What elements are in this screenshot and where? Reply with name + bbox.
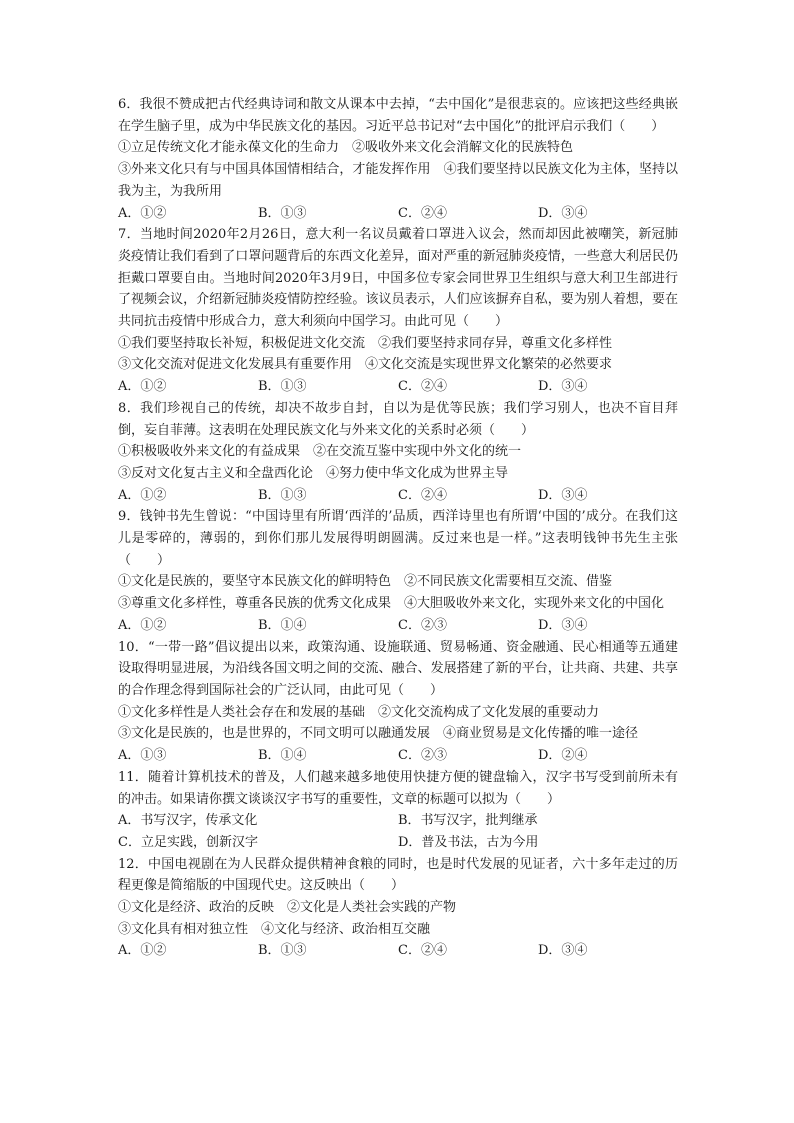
statement-line: ①我们要坚持取长补短，积极促进文化交流 ②我们要坚持求同存异，尊重文化多样性 xyxy=(118,335,613,351)
option-c: C．②④ xyxy=(398,943,447,959)
option-a: A．①② xyxy=(118,379,167,395)
option-b: B．①③ xyxy=(258,379,307,395)
statement-line: ③文化交流对促进文化发展具有重要作用 ④文化交流是实现世界文化繁荣的必然要求 xyxy=(118,357,613,373)
statement-line: ③文化是民族的，也是世界的，不同文明可以融通发展 ④商业贸易是文化传播的唯一途径 xyxy=(118,726,639,742)
option-a: A．①② xyxy=(118,617,167,633)
option-a: A．①② xyxy=(118,943,167,959)
question-stem: 7．当地时间2020年2月26日，意大利一名议员戴着口罩进入议会，然而却因此被嘲笑，新冠肺炎疫情让我们看到了口罩问题背后的东西文化差异，面对严重的新冠肺炎疫情，一些意大利居民仍拒戴口罩要自由。当地时间2020年3月9日，中国多位专家会同世界卫生组织与意大利卫生部进行了视频会议，介绍新冠肺炎疫情防控经验。该议员表示，人们应该摒弃自私，要为别人着想，要在共同抗击疫情中形成合力，意大利须向中国学习。由此可见（ ） xyxy=(118,227,678,330)
statement-line: ①文化多样性是人类社会存在和发展的基础 ②文化交流构成了文化发展的重要动力 xyxy=(118,704,600,720)
option-d: D．③④ xyxy=(538,943,588,959)
statement-line: ①文化是经济、政治的反映 ②文化是人类社会实践的产物 xyxy=(118,900,457,916)
statement-line: ③文化具有相对独立性 ④文化与经济、政治相互交融 xyxy=(118,921,431,937)
statement-line: ①立足传统文化才能永葆文化的生命力 ②吸收外来文化会消解文化的民族特色 xyxy=(118,140,574,156)
answer-options xyxy=(118,485,678,507)
option-b: B．①③ xyxy=(258,943,307,959)
answer-options xyxy=(118,745,678,767)
statement-line: ①积极吸收外来文化的有益成果 ②在交流互鉴中实现中外文化的统一 xyxy=(118,444,522,460)
question-6 xyxy=(118,94,678,224)
question-8 xyxy=(118,398,678,507)
statement-line: ③尊重文化多样性，尊重各民族的优秀文化成果 ④大胆吸收外来文化，实现外来文化的中国化 xyxy=(118,596,665,612)
answer-options xyxy=(118,376,678,398)
option-c: C．②④ xyxy=(398,487,447,503)
answer-options xyxy=(118,810,678,832)
option-b: B．书写汉字，批判继承 xyxy=(398,813,538,829)
option-b: B．①④ xyxy=(258,748,307,764)
question-stem: 6．我很不赞成把古代经典诗词和散文从课本中去掉，“去中国化”是很悲哀的。应该把这些经典嵌在学生脑子里，成为中华民族文化的基因。习近平总书记对“去中国化”的批评启示我们（ ） xyxy=(118,97,678,134)
option-c: C．②④ xyxy=(398,379,447,395)
question-10 xyxy=(118,637,678,767)
option-d: D．③④ xyxy=(538,487,588,503)
answer-options xyxy=(118,203,678,225)
option-d: D．③④ xyxy=(538,379,588,395)
question-stem: 12．中国电视剧在为人民群众提供精神食粮的同时，也是时代发展的见证者，六十多年走过的历程更像是简缩版的中国现代史。这反映出（ ） xyxy=(118,856,678,894)
option-c: C．立足实践，创新汉字 xyxy=(118,834,258,850)
question-7 xyxy=(118,224,678,398)
option-c: C．②③ xyxy=(398,617,447,633)
answer-options xyxy=(118,832,678,854)
option-b: B．①③ xyxy=(258,487,307,503)
option-b: B．①④ xyxy=(258,617,307,633)
question-9 xyxy=(118,506,678,636)
option-d: D．③④ xyxy=(538,205,588,221)
option-a: A．①③ xyxy=(118,748,167,764)
answer-options xyxy=(118,615,678,637)
option-d: D．普及书法，古为今用 xyxy=(398,834,539,850)
question-11 xyxy=(118,767,678,854)
question-stem: 11．随着计算机技术的普及，人们越来越多地使用快捷方便的键盘输入，汉字书写受到前所未有的冲击。如果请你撰文谈谈汉字书写的重要性，文章的标题可以拟为（ ） xyxy=(118,769,678,807)
statement-line: ①文化是民族的，要坚守本民族文化的鲜明特色 ②不同民族文化需要相互交流、借鉴 xyxy=(118,574,613,590)
question-stem: 8．我们珍视自己的传统，却决不故步自封，自以为是优等民族；我们学习别人，也决不盲目拜倒，妄自菲薄。这表明在处理民族文化与外来文化的关系时必须（ ） xyxy=(118,400,678,438)
answer-options xyxy=(118,940,678,962)
statement-line: ③外来文化只有与中国具体国情相结合，才能发挥作用 ④我们要坚持以民族文化为主体，坚持以我为主，为我所用 xyxy=(118,162,678,199)
option-d: D．②④ xyxy=(538,748,588,764)
question-12 xyxy=(118,854,678,963)
option-b: B．①③ xyxy=(258,205,307,221)
option-c: C．②③ xyxy=(398,748,447,764)
statement-line: ③反对文化复古主义和全盘西化论 ④努力使中华文化成为世界主导 xyxy=(118,465,509,481)
option-a: A．①② xyxy=(118,205,167,221)
exam-page xyxy=(118,94,678,962)
option-a: A．①② xyxy=(118,487,167,503)
question-stem: 9．钱钟书先生曾说：“中国诗里有所谓‘西洋的’品质，西洋诗里也有所谓‘中国的’成分。在我们这儿是零碎的，薄弱的，到你们那儿发展得明朗圆满。反过来也是一样。”这表明钱钟书先生主张（ ） xyxy=(118,509,678,568)
question-stem: 10．“一带一路”倡议提出以来，政策沟通、设施联通、贸易畅通、资金融通、民心相通等五通建设取得明显进展，为沿线各国文明之间的交流、融合、发展搭建了新的平台，让共商、共建、共享的合作理念得到国际社会的广泛认同，由此可见（ ） xyxy=(118,639,678,698)
option-d: D．③④ xyxy=(538,617,588,633)
option-a: A．书写汉字，传承文化 xyxy=(118,813,258,829)
option-c: C．②④ xyxy=(398,205,447,221)
